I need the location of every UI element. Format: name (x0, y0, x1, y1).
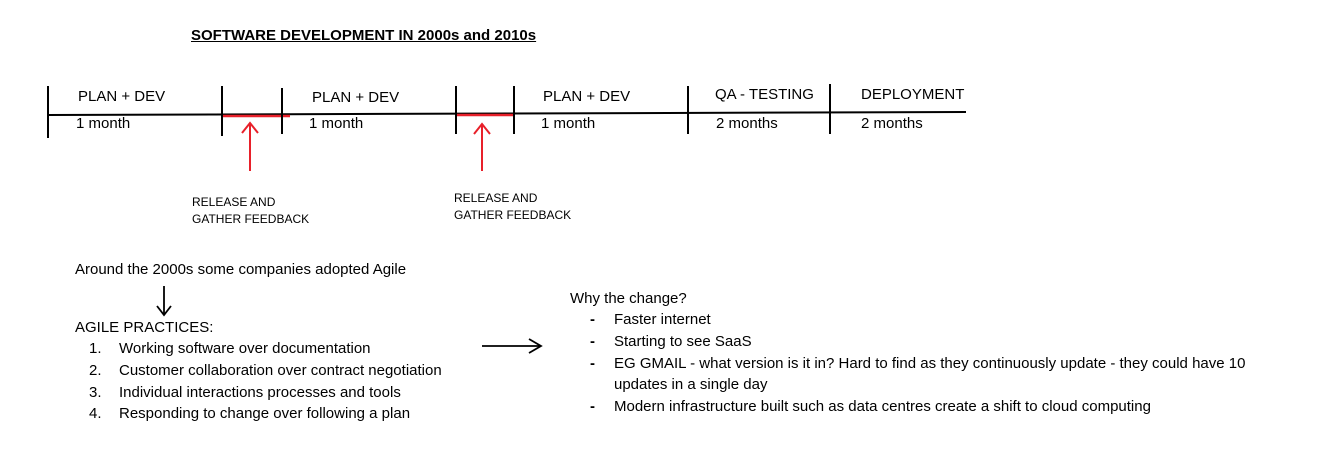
list-text: Responding to change over following a plan (119, 405, 411, 422)
release-arrow-2 (474, 124, 490, 171)
bullet-dash: - (590, 355, 595, 372)
list-text: Customer collaboration over contract negotiation (119, 362, 442, 379)
release-note-1 (192, 194, 309, 228)
segment-duration-5: 2 months (861, 115, 923, 132)
segment-label-plan-dev-1: PLAN + DEV (78, 88, 166, 105)
down-arrow-icon (157, 286, 171, 315)
release-arrow-1 (242, 123, 258, 171)
list-text: Starting to see SaaS (614, 333, 752, 350)
segment-label-qa-testing: QA - TESTING (715, 86, 814, 103)
bullet-dash: - (590, 311, 595, 328)
release-note-line: GATHER FEEDBACK (192, 212, 310, 226)
segment-label-plan-dev-3: PLAN + DEV (543, 88, 631, 105)
bullet-dash: - (590, 333, 595, 350)
list-text: EG GMAIL - what version is it in? Hard to find as they continuously update - they could have 10 (614, 355, 1246, 372)
segment-label-deployment: DEPLOYMENT (861, 86, 965, 103)
release-note-line: RELEASE AND (192, 195, 276, 209)
bullet-dash: - (590, 398, 595, 415)
list-number: 4. (89, 405, 102, 422)
segment-label-plan-dev-2: PLAN + DEV (312, 89, 400, 106)
list-number: 1. (89, 340, 102, 357)
right-arrow-icon (482, 339, 541, 353)
list-text: Individual interactions processes and tools (119, 384, 401, 401)
agile-heading: AGILE PRACTICES: (75, 319, 214, 336)
release-note-2 (454, 190, 571, 224)
list-text: Faster internet (614, 311, 711, 328)
list-number: 2. (89, 362, 102, 379)
list-text: updates in a single day (614, 376, 768, 393)
why-heading: Why the change? (570, 290, 687, 307)
segment-duration-1: 1 month (76, 115, 131, 132)
release-note-line: RELEASE AND (454, 191, 538, 205)
segment-duration-2: 1 month (309, 115, 364, 132)
list-text: Modern infrastructure built such as data centres create a shift to cloud computing (614, 398, 1151, 415)
intro-text: Around the 2000s some companies adopted Agile (75, 261, 407, 278)
segment-duration-3: 1 month (541, 115, 596, 132)
page-title: SOFTWARE DEVELOPMENT IN 2000s and 2010s (191, 27, 537, 44)
list-number: 3. (89, 384, 102, 401)
release-note-line: GATHER FEEDBACK (454, 208, 572, 222)
list-text: Working software over documentation (119, 340, 371, 357)
segment-duration-4: 2 months (716, 115, 778, 132)
